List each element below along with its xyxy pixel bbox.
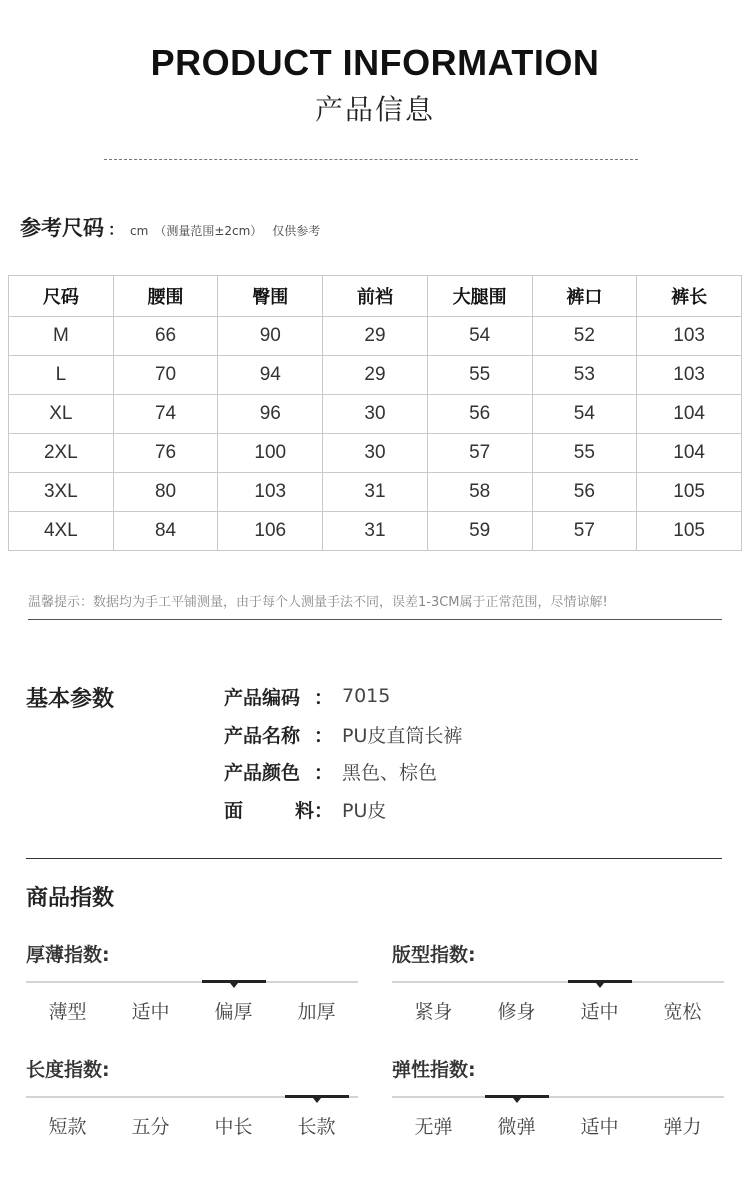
- thickness-gauge: [26, 940, 358, 1024]
- col-header-hip: 臀围: [218, 276, 323, 317]
- gauge-option: 长款: [297, 1116, 336, 1138]
- gauge-label: 长度指数:: [26, 1059, 110, 1081]
- table-row: [9, 317, 742, 356]
- page-title-en: PRODUCT INFORMATION: [150, 42, 600, 83]
- table-row: [9, 356, 742, 395]
- marker-triangle-icon: [230, 983, 238, 988]
- size-reference-title: 参考尺码: [20, 216, 104, 240]
- elasticity-gauge: [392, 1055, 724, 1139]
- measurement-tip: 温馨提示：数据均为手工平铺测量，由于每个人测量手法不同，误差1-3CM属于正常范围，尽情谅解!: [28, 595, 608, 610]
- gauge-option: 加厚: [297, 1001, 336, 1023]
- param-key: 产品颜色: [224, 761, 301, 784]
- gauge-marker: [202, 980, 266, 983]
- col-header-front-rise: 前裆: [323, 276, 428, 317]
- table-cell: 105: [637, 512, 742, 551]
- table-row: [9, 395, 742, 434]
- param-row-name: [224, 721, 462, 747]
- table-cell: L: [9, 356, 114, 395]
- size-unit: cm: [130, 224, 149, 238]
- table-cell: 54: [427, 317, 532, 356]
- param-key: 产品编码: [224, 686, 301, 709]
- param-value: PU皮: [342, 799, 387, 822]
- table-cell: 76: [113, 434, 218, 473]
- gauge-track: [392, 1096, 724, 1098]
- param-row-color: [224, 758, 437, 784]
- gauge-option: 微弹: [497, 1116, 536, 1138]
- gauge-label: 弹性指数:: [392, 1059, 476, 1081]
- gauge-label: 版型指数:: [392, 944, 476, 966]
- gauge-marker: [485, 1095, 549, 1098]
- gauge-option: 适中: [580, 1001, 619, 1023]
- table-cell: 66: [113, 317, 218, 356]
- table-row: [9, 473, 742, 512]
- gauge-option: 紧身: [414, 1001, 453, 1023]
- page-title-cn: 产品信息: [314, 93, 435, 126]
- table-cell: 30: [323, 395, 428, 434]
- basic-params-title: 基本参数: [26, 687, 115, 712]
- marker-triangle-icon: [596, 983, 604, 988]
- table-cell: 103: [218, 473, 323, 512]
- gauge-option: 修身: [497, 1001, 536, 1023]
- table-cell: 3XL: [9, 473, 114, 512]
- gauge-label: 厚薄指数:: [26, 944, 110, 966]
- table-row: [9, 512, 742, 551]
- size-range: （测量范围±2cm）: [154, 224, 263, 238]
- table-cell: 29: [323, 356, 428, 395]
- size-reference-note: 仅供参考: [272, 224, 321, 238]
- table-cell: 94: [218, 356, 323, 395]
- size-table: [8, 275, 742, 551]
- table-cell: 80: [113, 473, 218, 512]
- length-gauge: [26, 1055, 358, 1139]
- gauge-option: 中长: [214, 1116, 253, 1138]
- table-cell: 29: [323, 317, 428, 356]
- col-header-leg-opening: 裤口: [532, 276, 637, 317]
- table-cell: 30: [323, 434, 428, 473]
- table-cell: 31: [323, 473, 428, 512]
- table-cell: 100: [218, 434, 323, 473]
- table-cell: 53: [532, 356, 637, 395]
- gauge-option: 适中: [580, 1116, 619, 1138]
- table-cell: 84: [113, 512, 218, 551]
- gauge-option: 无弹: [414, 1116, 453, 1138]
- param-value: 7015: [342, 685, 391, 707]
- param-value: 黑色、棕色: [342, 761, 438, 784]
- gauge-marker: [285, 1095, 349, 1098]
- header-divider: [104, 159, 638, 160]
- table-cell: 90: [218, 317, 323, 356]
- fit-gauge: [392, 940, 724, 1024]
- indices-title: 商品指数: [26, 886, 115, 911]
- table-cell: 55: [427, 356, 532, 395]
- marker-triangle-icon: [513, 1098, 521, 1103]
- param-key-part: 料: [294, 799, 314, 822]
- table-cell: 52: [532, 317, 637, 356]
- table-cell: 57: [532, 512, 637, 551]
- col-header-thigh: 大腿围: [427, 276, 532, 317]
- col-header-length: 裤长: [637, 276, 742, 317]
- param-key: [224, 796, 314, 823]
- gauge-track: [26, 981, 358, 983]
- table-row: [9, 434, 742, 473]
- col-header-size: 尺码: [9, 276, 114, 317]
- param-key: 产品名称: [224, 724, 301, 747]
- gauge-marker: [568, 980, 632, 983]
- table-cell: 55: [532, 434, 637, 473]
- table-cell: 96: [218, 395, 323, 434]
- gauge-track: [392, 981, 724, 983]
- table-cell: 105: [637, 473, 742, 512]
- size-reference-heading: [20, 212, 320, 242]
- gauge-option: 偏厚: [214, 1001, 253, 1023]
- gauge-track: [26, 1096, 358, 1098]
- param-value: PU皮直筒长裤: [342, 724, 463, 747]
- param-colon: ：: [314, 724, 334, 747]
- table-cell: 106: [218, 512, 323, 551]
- table-cell: 104: [637, 395, 742, 434]
- table-cell: 103: [637, 317, 742, 356]
- size-reference-colon: ：: [108, 220, 125, 239]
- table-cell: XL: [9, 395, 114, 434]
- table-cell: 4XL: [9, 512, 114, 551]
- tip-divider: [28, 619, 722, 620]
- table-cell: 103: [637, 356, 742, 395]
- gauge-option: 弹力: [663, 1116, 702, 1138]
- gauge-option: 适中: [131, 1001, 170, 1023]
- param-row-material: [224, 796, 386, 822]
- param-row-code: [224, 683, 390, 709]
- table-cell: 56: [427, 395, 532, 434]
- gauge-option: 薄型: [48, 1001, 87, 1023]
- gauge-option: 短款: [48, 1116, 87, 1138]
- table-cell: 58: [427, 473, 532, 512]
- table-cell: 70: [113, 356, 218, 395]
- param-key-part: 面: [224, 799, 244, 822]
- table-cell: 56: [532, 473, 637, 512]
- table-cell: 31: [323, 512, 428, 551]
- param-colon: ：: [314, 686, 334, 709]
- table-cell: 2XL: [9, 434, 114, 473]
- section-divider: [26, 858, 722, 859]
- gauge-option: 五分: [131, 1116, 170, 1138]
- table-cell: 59: [427, 512, 532, 551]
- table-cell: 54: [532, 395, 637, 434]
- param-colon: ：: [314, 761, 334, 784]
- table-cell: 74: [113, 395, 218, 434]
- param-colon: ：: [314, 799, 334, 822]
- gauge-option: 宽松: [663, 1001, 702, 1023]
- table-cell: M: [9, 317, 114, 356]
- marker-triangle-icon: [313, 1098, 321, 1103]
- table-cell: 57: [427, 434, 532, 473]
- table-cell: 104: [637, 434, 742, 473]
- col-header-waist: 腰围: [113, 276, 218, 317]
- size-table-header-row: [9, 276, 742, 317]
